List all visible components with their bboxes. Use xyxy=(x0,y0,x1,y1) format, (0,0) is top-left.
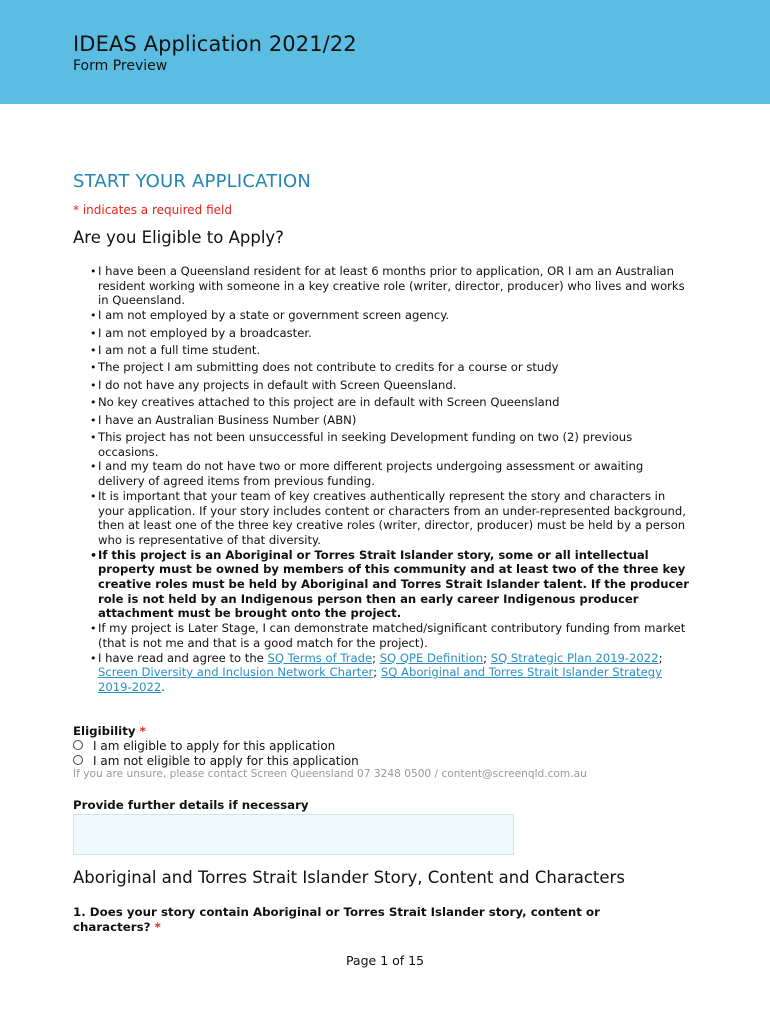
separator: ; xyxy=(658,650,663,665)
agree-prefix: I have read and agree to the xyxy=(98,650,268,665)
criteria-item: • If my project is Later Stage, I can demonstrate matched/significant contributory funding from market (that is not me and that is a good match for the project). xyxy=(90,621,690,650)
separator: ; xyxy=(373,665,381,680)
eligibility-label-text: Eligibility xyxy=(73,724,136,738)
aboriginal-section-heading: Aboriginal and Torres Strait Islander Story, Content and Characters xyxy=(73,868,625,887)
page-number: Page 1 of 15 xyxy=(345,953,425,968)
radio-button-icon[interactable] xyxy=(73,740,83,750)
link-sq-terms-of-trade[interactable]: SQ Terms of Trade xyxy=(267,650,373,665)
further-details-label: Provide further details if necessary xyxy=(73,798,309,812)
eligibility-label xyxy=(73,724,146,738)
criteria-item: • I and my team do not have two or more different projects undergoing assessment or awaiting delivery of agreed items from previous funding. xyxy=(90,459,690,488)
criteria-item-aboriginal: • If this project is an Aboriginal or Torres Strait Islander story, some or all intellectual property must be owned by members of this community and at least two of the three key creative roles must be held by Aboriginal and Torres Strait Islander talent. If the producer role is not held by an Indigenous person then an early career Indigenous producer attachment must be brought onto the project. xyxy=(90,548,690,621)
radio-button-icon[interactable] xyxy=(73,755,83,765)
link-sq-qpe-definition[interactable]: SQ QPE Definition xyxy=(379,650,484,665)
question-1 xyxy=(73,905,673,935)
criteria-item: • I am not a full time student. xyxy=(90,343,690,358)
link-sq-strategic-plan[interactable]: SQ Strategic Plan 2019-2022 xyxy=(490,650,659,665)
agree-end: . xyxy=(161,679,165,694)
criteria-item: • The project I am submitting does not contribute to credits for a course or study xyxy=(90,360,690,375)
separator: ; xyxy=(372,650,380,665)
criteria-item: • I am not employed by a broadcaster. xyxy=(90,326,690,341)
required-mark: * xyxy=(139,724,146,738)
eligibility-help-text: If you are unsure, please contact Screen Queensland 07 3248 0500 / content@screenqld.com.au xyxy=(73,768,587,780)
further-details-textarea[interactable] xyxy=(73,814,514,855)
criteria-item: • It is important that your team of key creatives authentically represent the story and characters in your application. If your story includes content or characters from an under-represented background, then at least one of the three key creative roles (writer, director, producer) must be held by a person who is representative of that diversity. xyxy=(90,489,690,547)
radio-not-eligible-label: I am not eligible to apply for this application xyxy=(93,754,359,768)
criteria-item: • This project has not been unsuccessful in seeking Development funding on two (2) previous occasions. xyxy=(90,430,690,459)
form-title: IDEAS Application 2021/22 xyxy=(73,32,357,56)
separator: ; xyxy=(483,650,491,665)
criteria-item: • I am not employed by a state or government screen agency. xyxy=(90,308,690,323)
radio-eligible[interactable] xyxy=(73,739,335,753)
section-title: START YOUR APPLICATION xyxy=(73,171,312,192)
header-banner xyxy=(0,0,770,104)
link-aboriginal-strategy[interactable]: SQ Aboriginal and Torres Strait Islander Strategy 2019-2022 xyxy=(98,665,662,694)
link-diversity-charter[interactable]: Screen Diversity and Inclusion Network Charter xyxy=(98,665,374,680)
criteria-item-agree xyxy=(90,651,690,695)
eligibility-heading: Are you Eligible to Apply? xyxy=(73,228,284,247)
required-field-note: * indicates a required field xyxy=(73,203,232,217)
form-subtitle: Form Preview xyxy=(73,58,168,74)
radio-eligible-label: I am eligible to apply for this application xyxy=(93,739,336,753)
question-1-text: 1. Does your story contain Aboriginal or Torres Strait Islander story, content or characters? xyxy=(73,905,600,934)
radio-not-eligible[interactable] xyxy=(73,754,359,768)
criteria-item: • I have an Australian Business Number (ABN) xyxy=(90,413,690,428)
criteria-item: • I have been a Queensland resident for at least 6 months prior to application, OR I am an Australian resident working with someone in a key creative role (writer, director, producer) who lives and works in Queensland. xyxy=(90,264,690,308)
criteria-item: • No key creatives attached to this project are in default with Screen Queensland xyxy=(90,395,690,410)
eligibility-criteria-list xyxy=(90,264,690,697)
required-mark: * xyxy=(154,920,161,934)
criteria-item: • I do not have any projects in default with Screen Queensland. xyxy=(90,378,690,393)
